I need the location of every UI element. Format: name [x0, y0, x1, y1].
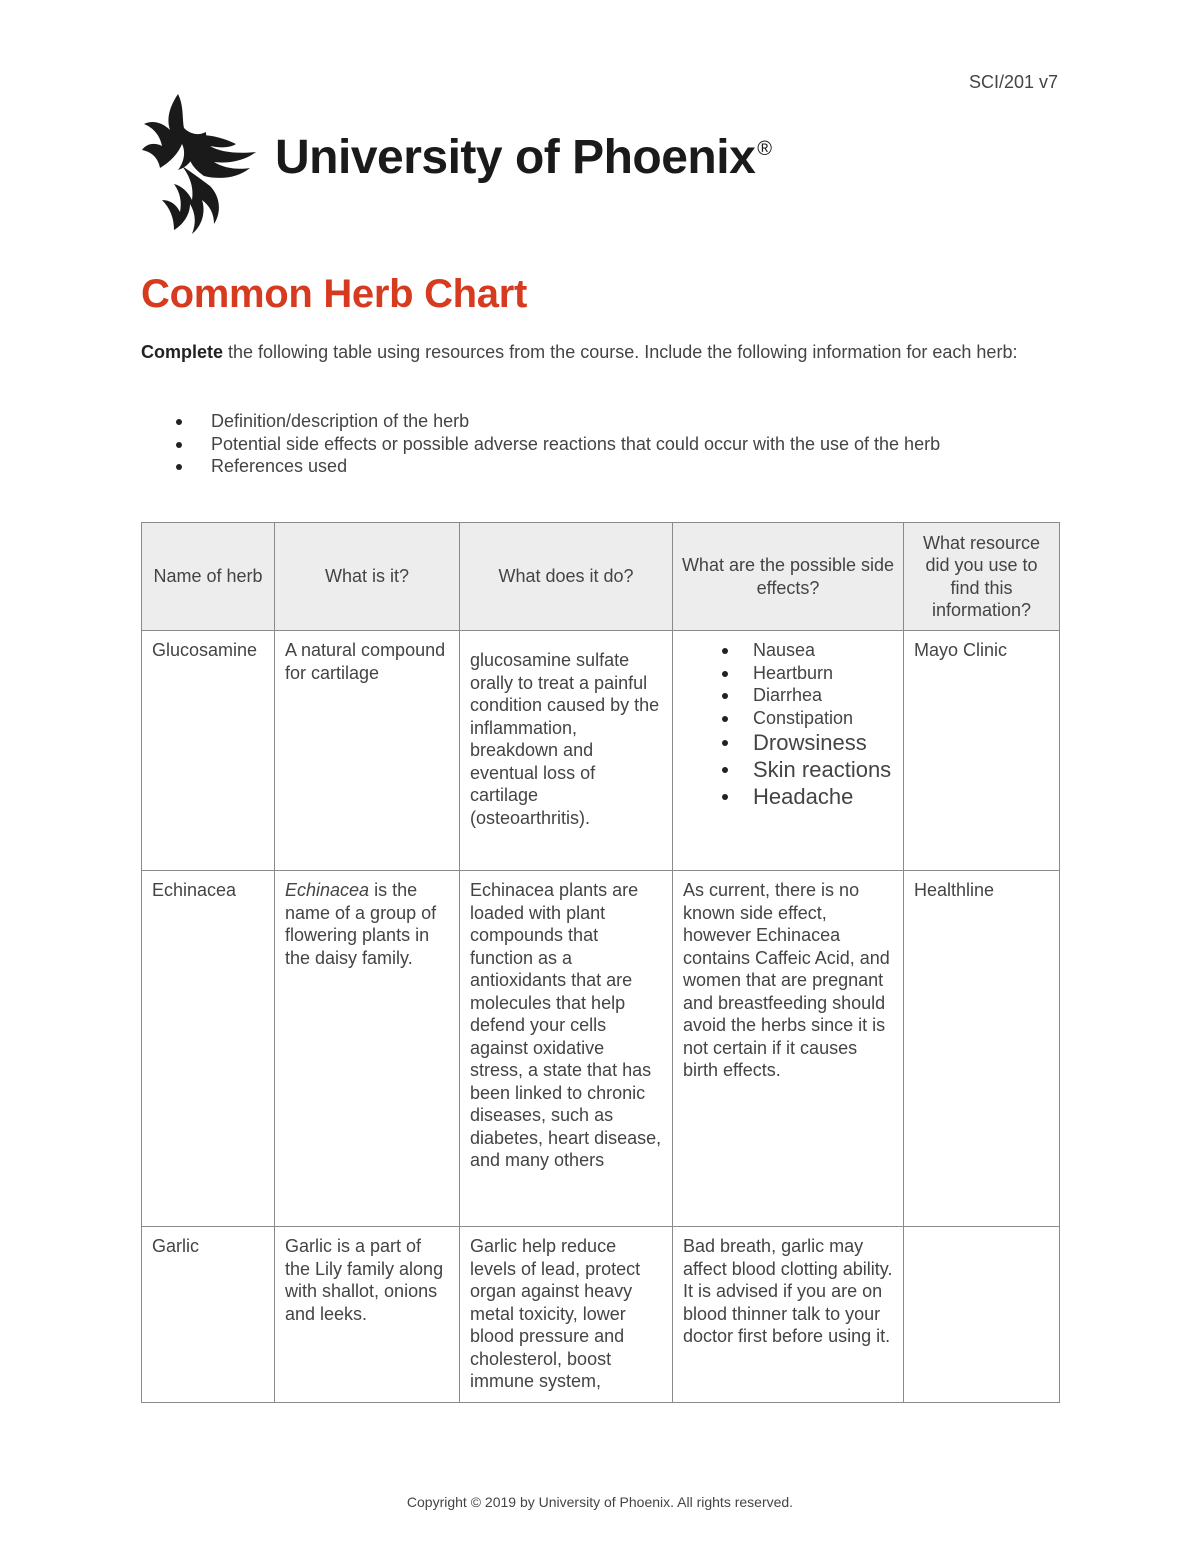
cell-what: Garlic is a part of the Lily family along with shallot, onions and leeks. [275, 1227, 460, 1403]
university-logo [140, 92, 772, 237]
list-item: Headache [683, 783, 893, 810]
cell-resource [904, 1227, 1060, 1403]
cell-what: Echinacea is the name of a group of flowering plants in the daisy family. [275, 871, 460, 1227]
cell-side-effects: As current, there is no known side effect, however Echinacea contains Caffeic Acid, and women that are pregnant and breastfeeding should avoid the herbs since it is not certain if it causes birth effects. [673, 871, 904, 1227]
logo-wordmark: University of Phoenix ® [275, 131, 772, 184]
list-item: Potential side effects or possible adverse reactions that could occur with the use of the herb [176, 433, 940, 456]
list-item: Diarrhea [683, 684, 893, 707]
table-row [142, 631, 1060, 871]
list-item: Drowsiness [683, 729, 893, 756]
course-code: SCI/201 v7 [968, 72, 1058, 92]
cell-resource: Healthline [904, 871, 1060, 1227]
header-resource: What resource did you use to find this information? [904, 523, 1060, 631]
list-item: References used [176, 455, 940, 478]
cell-herb-name: Echinacea [142, 871, 275, 1227]
copyright-footer: Copyright © 2019 by University of Phoenix. All rights reserved. [406, 1494, 794, 1510]
herb-table [141, 522, 1060, 1403]
header-side-effects: What are the possible side effects? [673, 523, 904, 631]
cell-resource: Mayo Clinic [904, 631, 1060, 871]
table-header-row [142, 523, 1060, 631]
table-row [142, 871, 1060, 1227]
cell-what: A natural compound for cartilage [275, 631, 460, 871]
list-item: Heartburn [683, 662, 893, 685]
list-item: Nausea [683, 639, 893, 662]
header-name: Name of herb [142, 523, 275, 631]
header-what: What is it? [275, 523, 460, 631]
table-row [142, 1227, 1060, 1403]
phoenix-bird-icon [140, 92, 265, 237]
header-does: What does it do? [460, 523, 673, 631]
cell-side-effects: Bad breath, garlic may affect blood clotting ability. It is advised if you are on blood thinner talk to your doctor first before using it. [673, 1227, 904, 1403]
instruction-list [176, 410, 940, 478]
page-title: Common Herb Chart [141, 272, 528, 316]
side-effects-list [683, 639, 893, 810]
cell-does: Garlic help reduce levels of lead, protect organ against heavy metal toxicity, lower blood pressure and cholesterol, boost immune system, [460, 1227, 673, 1403]
cell-does: Echinacea plants are loaded with plant compounds that function as a antioxidants that are molecules that help defend your cells against oxidative stress, a state that has been linked to chronic diseases, such as diabetes, heart disease, and many others [460, 871, 673, 1227]
cell-herb-name: Garlic [142, 1227, 275, 1403]
list-item: Constipation [683, 707, 893, 730]
intro-paragraph: Complete the following table using resources from the course. Include the following information for each herb: [141, 342, 1018, 362]
list-item: Definition/description of the herb [176, 410, 940, 433]
cell-does: glucosamine sulfate orally to treat a painful condition caused by the inflammation, breakdown and eventual loss of cartilage (osteoarthritis). [460, 631, 673, 871]
cell-herb-name: Glucosamine [142, 631, 275, 871]
cell-side-effects [673, 631, 904, 871]
list-item: Skin reactions [683, 756, 893, 783]
